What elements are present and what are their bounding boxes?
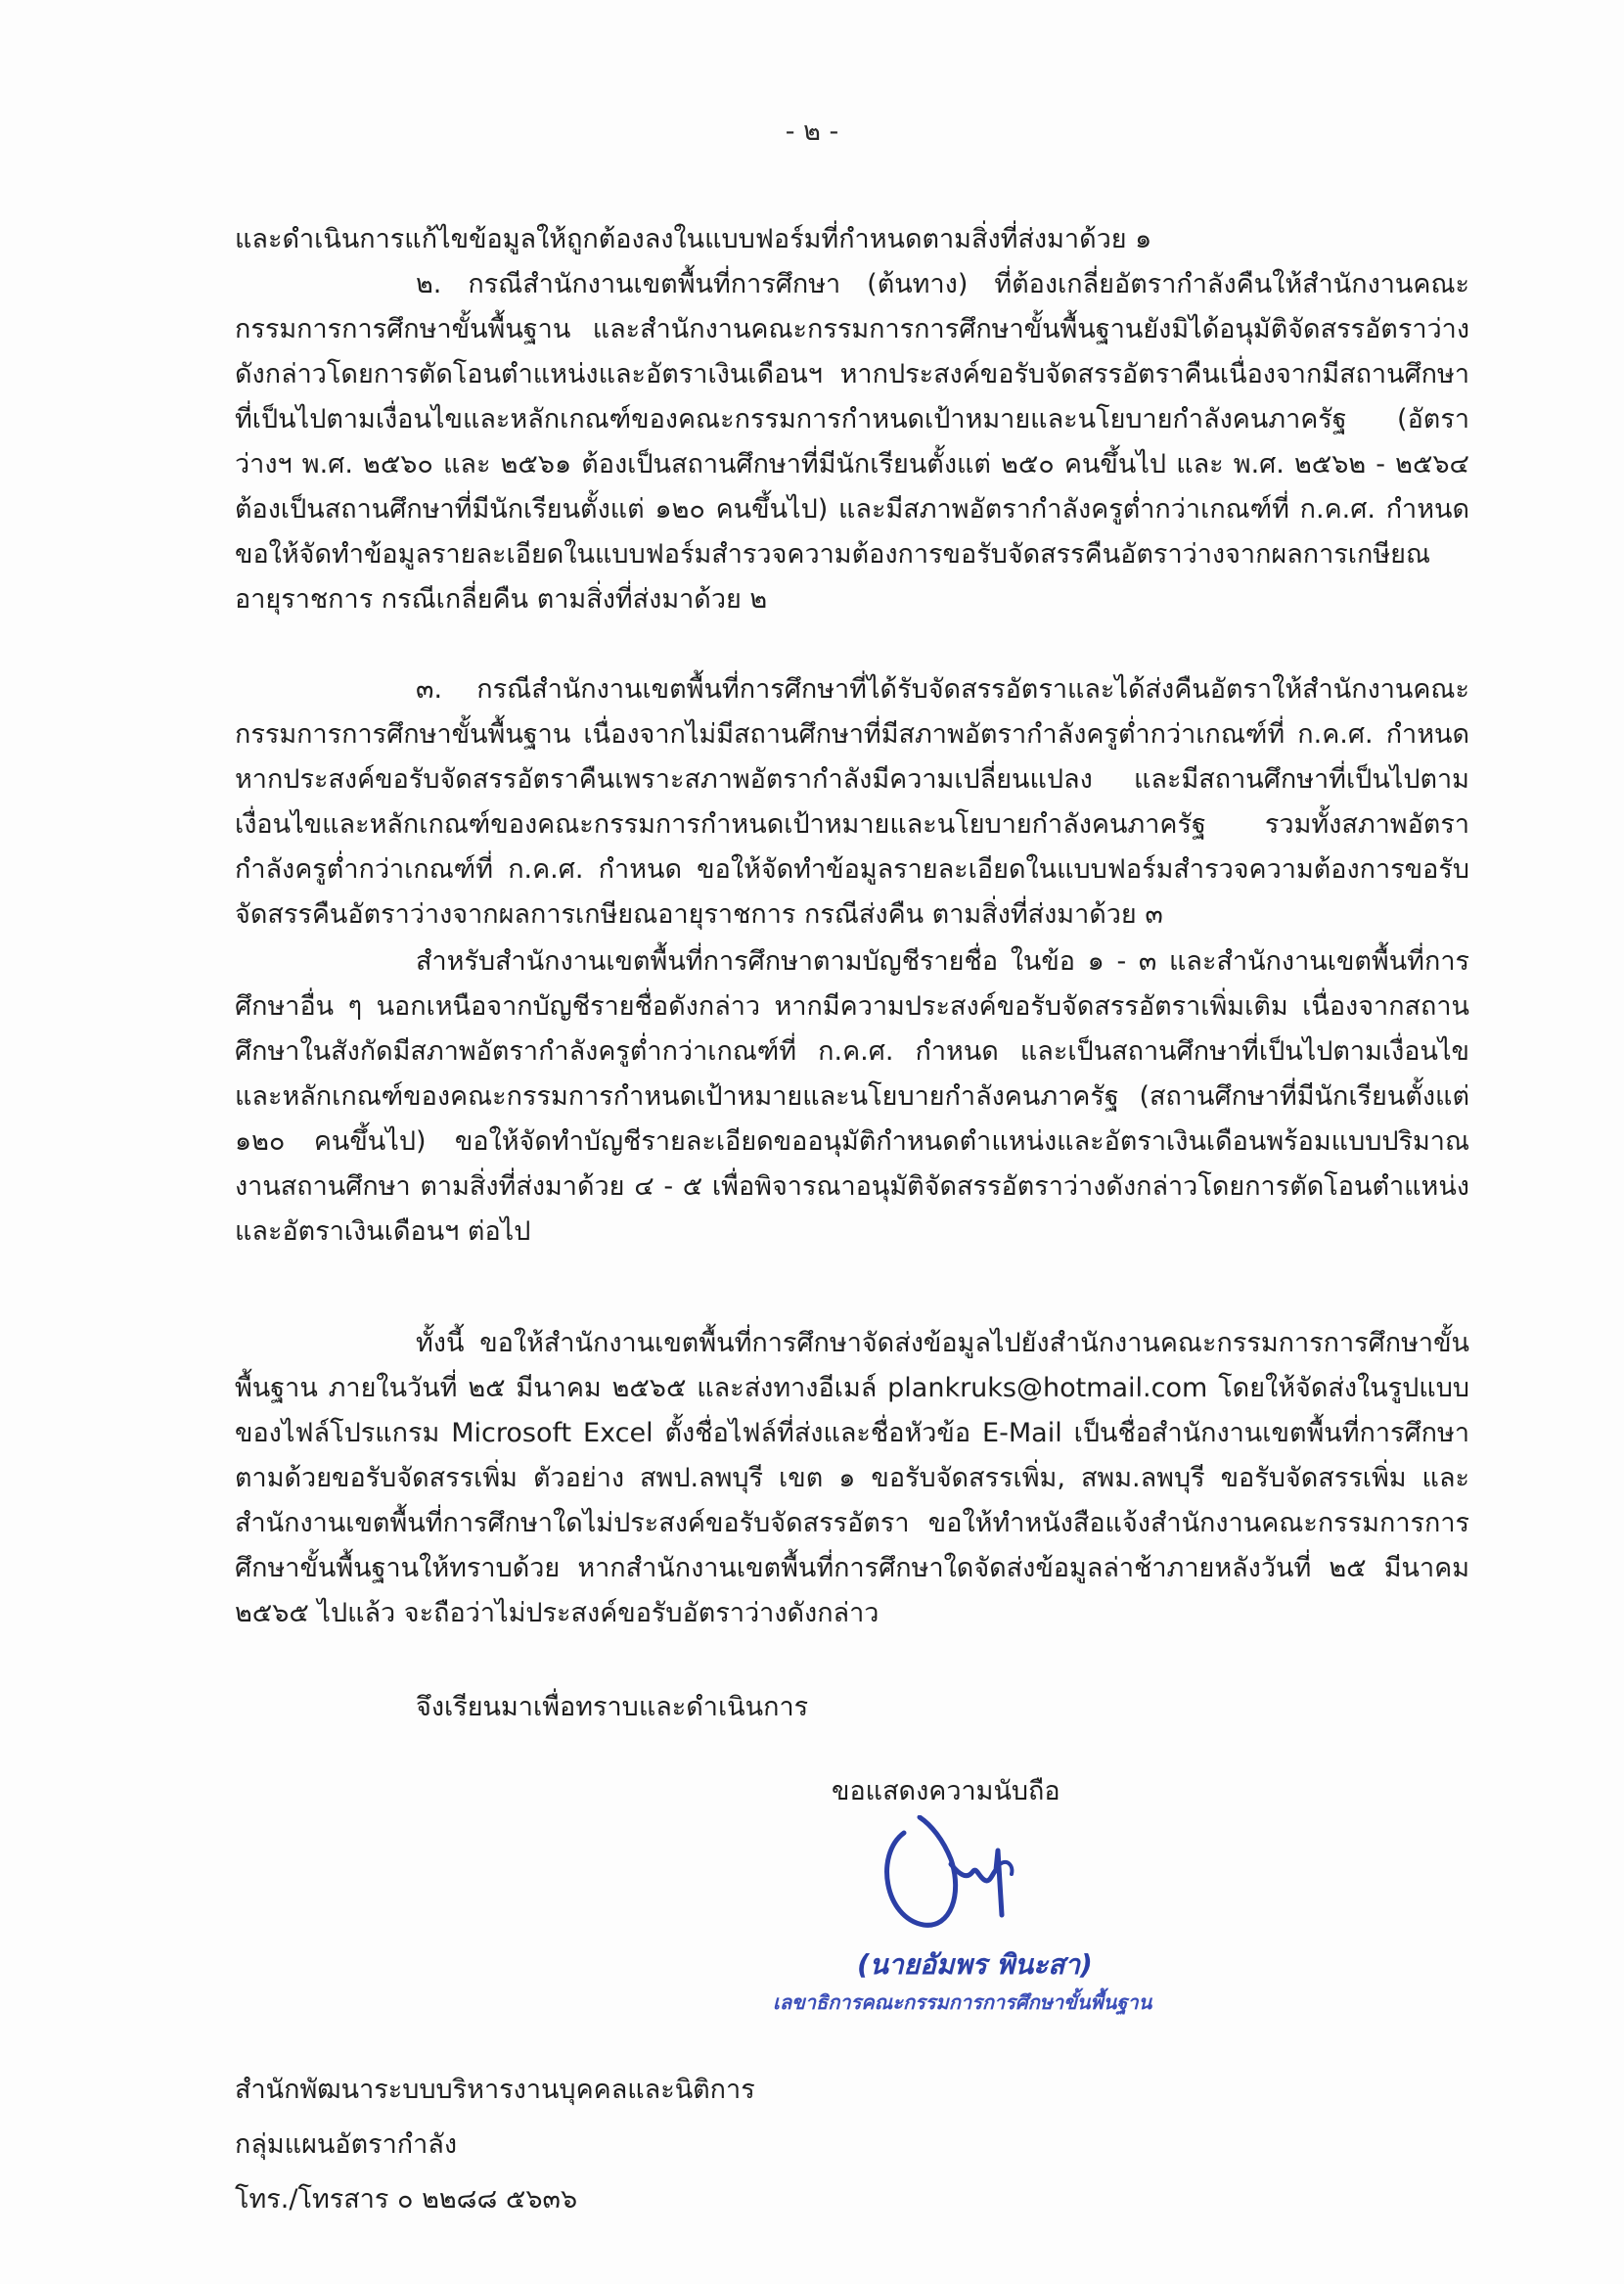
paragraph-item-2-block	[235, 262, 1469, 622]
paragraph-item-3: ๓. กรณีสำนักงานเขตพื้นที่การศึกษาที่ได้รับจัดสรรอัตราและได้ส่งคืนอัตราให้สำนักงานคณะกรรมการการศึกษาขั้นพื้นฐาน เนื่องจากไม่มีสถานศึกษาที่มีสภาพอัตรากำลังครูต่ำกว่าเกณฑ์ที่ ก.ค.ศ. กำหนด หากประสงค์ขอรับจัดสรรอัตราคืนเพราะสภาพอัตรากำลังมีความเปลี่ยนแปลง และมีสถานศึกษาที่เป็นไปตามเงื่อนไขและหลักเกณฑ์ของคณะกรรมการกำหนดเป้าหมายและนโยบายกำลังคนภาครัฐ รวมทั้งสภาพอัตรากำลังครูต่ำกว่าเกณฑ์ที่ ก.ค.ศ. กำหนด ขอให้จัดทำข้อมูลรายละเอียดในแบบฟอร์มสำรวจความต้องการขอรับจัดสรรคืนอัตราว่างจากผลการเกษียณอายุราชการ กรณีส่งคืน ตามสิ่งที่ส่งมาด้วย ๓	[235, 674, 1469, 930]
paragraph-submission: ทั้งนี้ ขอให้สำนักงานเขตพื้นที่การศึกษาจัดส่งข้อมูลไปยังสำนักงานคณะกรรมการการศึกษาขั้นพื้นฐาน ภายในวันที่ ๒๕ มีนาคม ๒๕๖๕ และส่งทางอีเมล์ plankruks@hotmail.com โดยให้จัดส่งในรูปแบบของไฟล์โปรแกรม Microsoft Excel ตั้งชื่อไฟล์ที่ส่งและชื่อหัวข้อ E-Mail เป็นชื่อสำนักงานเขตพื้นที่การศึกษา ตามด้วยขอรับจัดสรรเพิ่ม ตัวอย่าง สพป.ลพบุรี เขต ๑ ขอรับจัดสรรเพิ่ม, สพม.ลพบุรี ขอรับจัดสรรเพิ่ม และสำนักงานเขตพื้นที่การศึกษาใดไม่ประสงค์ขอรับจัดสรรอัตรา ขอให้ทำหนังสือแจ้งสำนักงานคณะกรรมการการศึกษาขั้นพื้นฐานให้ทราบด้วย หากสำนักงานเขตพื้นที่การศึกษาใดจัดส่งข้อมูลล่าช้าภายหลังวันที่ ๒๕ มีนาคม ๒๕๖๕ ไปแล้ว จะถือว่าไม่ประสงค์ขอรับอัตราว่างดังกล่าว	[235, 1328, 1469, 1628]
paragraph-additional-request-block	[235, 939, 1469, 1255]
handwritten-signature	[882, 1815, 1049, 1938]
paragraph-item-3-block	[235, 667, 1469, 937]
paragraph-continuation: และดำเนินการแก้ไขข้อมูลให้ถูกต้องลงในแบบฟอร์มที่กำหนดตามสิ่งที่ส่งมาด้วย ๑	[235, 224, 1152, 254]
page-number: - ๒ -	[785, 116, 839, 147]
office-contact-block	[235, 2063, 755, 2227]
closing-text: จึงเรียนมาเพื่อทราบและดำเนินการ	[416, 1692, 809, 1722]
paragraph-submission-block	[235, 1321, 1469, 1636]
signer-name: (นายอัมพร พินะสา)	[857, 1948, 1093, 1981]
paragraph-additional-request: สำหรับสำนักงานเขตพื้นที่การศึกษาตามบัญชีรายชื่อ ในข้อ ๑ - ๓ และสำนักงานเขตพื้นที่การศึกษาอื่น ๆ นอกเหนือจากบัญชีรายชื่อดังกล่าว หากมีความประสงค์ขอรับจัดสรรอัตราเพิ่มเติม เนื่องจากสถานศึกษาในสังกัดมีสภาพอัตรากำลังครูต่ำกว่าเกณฑ์ที่ ก.ค.ศ. กำหนด และเป็นสถานศึกษาที่เป็นไปตามเงื่อนไขและหลักเกณฑ์ของคณะกรรมการกำหนดเป้าหมายและนโยบายกำลังคนภาครัฐ (สถานศึกษาที่มีนักเรียนตั้งแต่ ๑๒๐ คนขึ้นไป) ขอให้จัดทำบัญชีรายละเอียดขออนุมัติกำหนดตำแหน่งและอัตราเงินเดือนพร้อมแบบปริมาณงานสถานศึกษา ตามสิ่งที่ส่งมาด้วย ๔ - ๕ เพื่อพิจารณาอนุมัติจัดสรรอัตราว่างดังกล่าวโดยการตัดโอนตำแหน่งและอัตราเงินเดือนฯ ต่อไป	[235, 946, 1469, 1247]
office-contact: โทร./โทรสาร ๐ ๒๒๘๘ ๕๖๓๖	[235, 2184, 578, 2215]
paragraph-0-block	[235, 217, 1469, 262]
office-group: กลุ่มแผนอัตรากำลัง	[235, 2129, 458, 2160]
regards-text: ขอแสดงความนับถือ	[832, 1776, 1060, 1806]
paragraph-item-2: ๒. กรณีสำนักงานเขตพื้นที่การศึกษา (ต้นทาง) ที่ต้องเกลี่ยอัตรากำลังคืนให้สำนักงานคณะกรรมการการศึกษาขั้นพื้นฐาน และสำนักงานคณะกรรมการการศึกษาขั้นพื้นฐานยังมิได้อนุมัติจัดสรรอัตราว่างดังกล่าวโดยการตัดโอนตำแหน่งและอัตราเงินเดือนฯ หากประสงค์ขอรับจัดสรรอัตราคืนเนื่องจากมีสถานศึกษาที่เป็นไปตามเงื่อนไขและหลักเกณฑ์ของคณะกรรมการกำหนดเป้าหมายและนโยบายกำลังคนภาครัฐ (อัตราว่างฯ พ.ศ. ๒๕๖๐ และ ๒๕๖๑ ต้องเป็นสถานศึกษาที่มีนักเรียนตั้งแต่ ๒๕๐ คนขึ้นไป และ พ.ศ. ๒๕๖๒ - ๒๕๖๔ ต้องเป็นสถานศึกษาที่มีนักเรียนตั้งแต่ ๑๒๐ คนขึ้นไป) และมีสภาพอัตรากำลังครูต่ำกว่าเกณฑ์ที่ ก.ค.ศ. กำหนด ขอให้จัดทำข้อมูลรายละเอียดในแบบฟอร์มสำรวจความต้องการขอรับจัดสรรคืนอัตราว่างจากผลการเกษียณอายุราชการ กรณีเกลี่ยคืน ตามสิ่งที่ส่งมาด้วย ๒	[235, 269, 1469, 615]
signer-position: เลขาธิการคณะกรรมการการศึกษาขั้นพื้นฐาน	[773, 1990, 1152, 2014]
office-department: สำนักพัฒนาระบบบริหารงานบุคคลและนิติการ	[235, 2075, 755, 2105]
